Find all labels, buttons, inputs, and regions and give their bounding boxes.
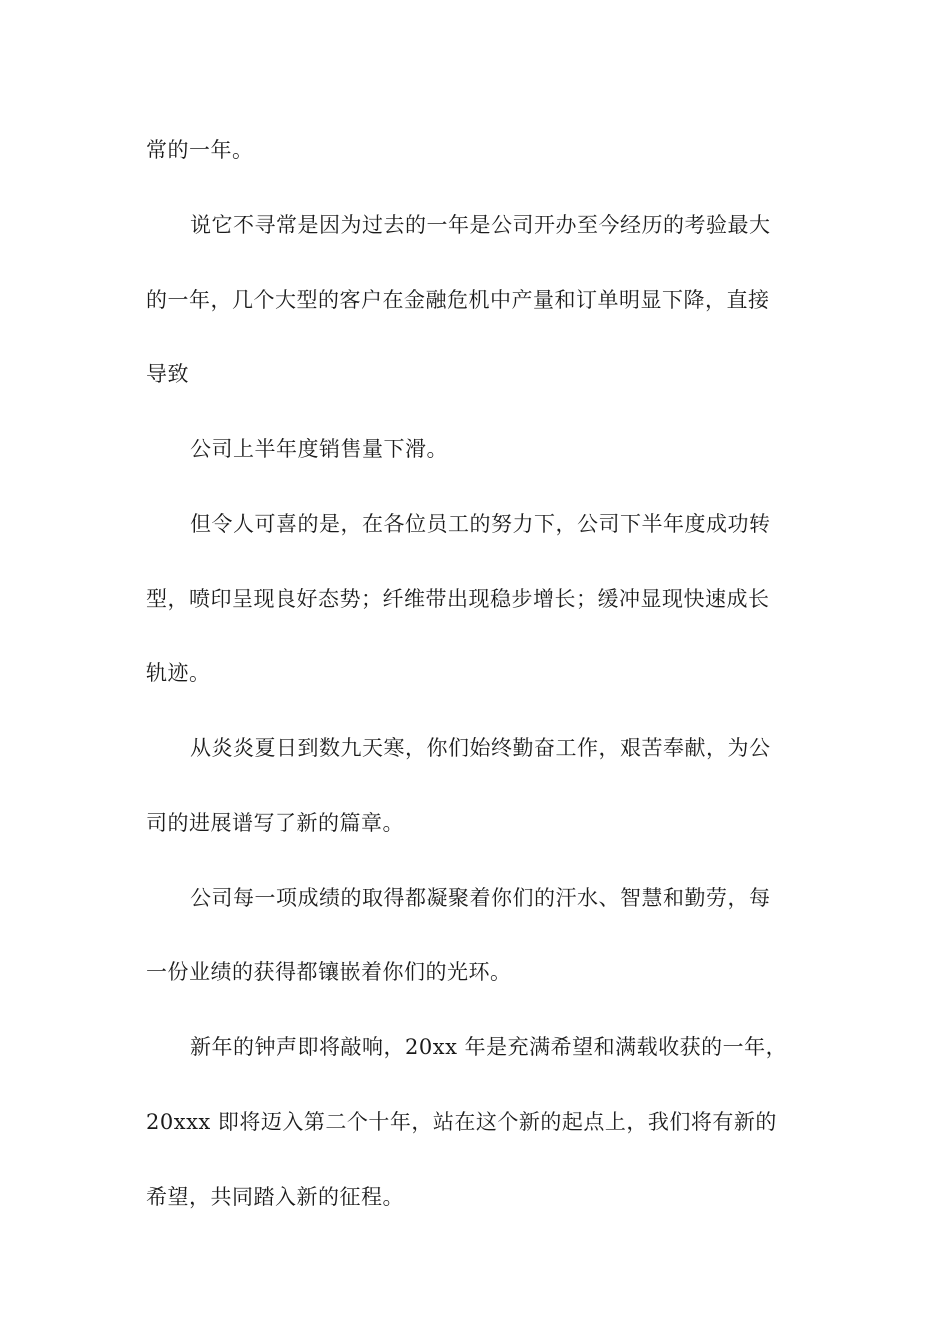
paragraph-start: 公司上半年度销售量下滑。 xyxy=(190,437,448,461)
text-line: 希望，共同踏入新的征程。 xyxy=(146,1185,404,1209)
text-line: 轨迹。 xyxy=(146,661,211,685)
text-line: 的一年，几个大型的客户在金融危机中产量和订单明显下降，直接 xyxy=(146,288,770,312)
text-line: 导致 xyxy=(146,362,189,386)
text-line: 司的进展谱写了新的篇章。 xyxy=(146,811,404,835)
text-line: 常的一年。 xyxy=(146,138,254,162)
text-line: 一份业绩的获得都镶嵌着你们的光环。 xyxy=(146,960,512,984)
paragraph-start: 说它不寻常是因为过去的一年是公司开办至今经历的考验最大 xyxy=(190,213,771,237)
text-line: 20xxx 即将迈入第二个十年，站在这个新的起点上，我们将有新的 xyxy=(146,1110,777,1134)
paragraph-start: 从炎炎夏日到数九天寒，你们始终勤奋工作，艰苦奉献，为公 xyxy=(190,736,771,760)
text-line: 型，喷印呈现良好态势；纤维带出现稳步增长；缓冲显现快速成长 xyxy=(146,587,770,611)
paragraph-start: 新年的钟声即将敲响，20xx 年是充满希望和满载收获的一年， xyxy=(190,1035,788,1059)
paragraph-start: 公司每一项成绩的取得都凝聚着你们的汗水、智慧和勤劳，每 xyxy=(190,886,771,910)
paragraph-start: 但令人可喜的是，在各位员工的努力下，公司下半年度成功转 xyxy=(190,512,771,536)
